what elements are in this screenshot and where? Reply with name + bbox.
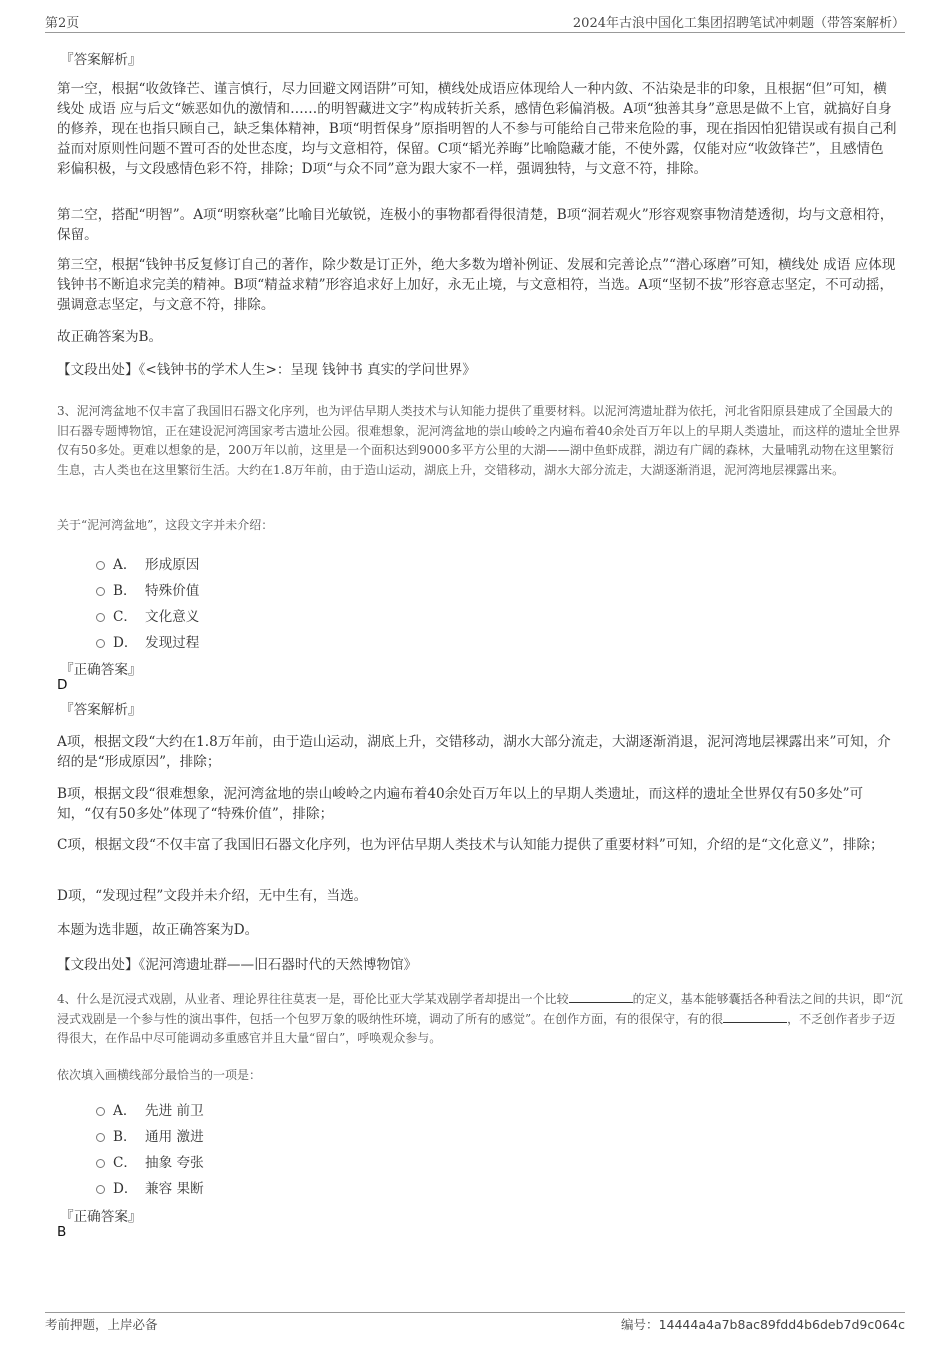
q2-source <box>57 360 897 380</box>
q2-analysis-para3 <box>57 255 897 315</box>
option-text: 抽象 夸张 <box>145 1155 204 1171</box>
q3-source-text: 【文段出处】《泥河湾遗址群——旧石器时代的天然博物馆》 <box>57 957 418 973</box>
q3-analysis-a <box>57 732 897 772</box>
page-header <box>45 12 905 33</box>
q2-analysis-para1 <box>57 79 897 179</box>
option-text: 形成原因 <box>145 557 200 573</box>
q3-analysis-label: 『答案解析』 <box>60 702 142 718</box>
q3-analysis-text: D项，“发现过程”文段并未介绍，无中生有，当选。 <box>57 888 368 904</box>
option-letter: D． <box>113 635 138 651</box>
q4-stem-text <box>57 990 903 1049</box>
option-letter: A． <box>113 1103 137 1119</box>
option-letter: B． <box>113 1129 137 1145</box>
footer-slogan: 考前押题，上岸必备 <box>45 1317 158 1332</box>
option-letter: B． <box>113 583 137 599</box>
q3-conclusion <box>57 920 897 940</box>
option-letter: A． <box>113 557 137 573</box>
q3-options <box>96 550 199 654</box>
q4-correct-answer: B <box>57 1224 67 1240</box>
q4-correct-label: 『正确答案』 <box>60 1209 142 1225</box>
q2-analysis-text: 第一空，根据“收敛锋芒、谨言慎行，尽力回避文网语阱”可知，横线处成语应体现给人一种内敛、不沾染是非的印象，且根据“但”可知，横线处 成语 应与后文“嫉恶如仇的激情和……的明智藏进文字”构成转折关系，感情色彩偏消极。A项“独善其身”意思是做不上官，就搞好自身的修养，现在也指只顾自己，缺乏集体精神，B项“明哲保身”原指明智的人不参与可能给自己带来危险的事，现在指因怕犯错误或有损自己利益而对原则性问题不置可否的处世态度，均与文意相符，保留。C项“韬光养晦”比喻隐藏才能，不使外露，仅能对应“收敛锋芒”，且感情色彩偏积极，与文段感情色彩不符，排除；D项“与众不同”意为跟大家不一样，强调独特，与文意不符，排除。 <box>57 81 897 177</box>
radio-button[interactable] <box>96 613 105 622</box>
page-number: 第2页 <box>45 16 80 31</box>
option-text: 特殊价值 <box>145 583 200 599</box>
q3-analysis-c <box>57 835 897 855</box>
option-text: 文化意义 <box>145 609 200 625</box>
q2-analysis-text: 第三空，根据“钱钟书反复修订自己的著作，除少数是订正外，绝大多数为增补例证、发展和完善论点”“潜心琢磨”可知，横线处 成语 应体现钱钟书不断追求完美的精神。B项“精益求精”形容追求好上加好，永无止境，与文意相符，当选。A项“坚韧不拔”形容意志坚定，不可动摇，强调意志坚定，与文意不符，排除。 <box>57 257 896 313</box>
radio-button[interactable] <box>96 1107 105 1116</box>
q4-stem-part1: 4、什么是沉浸式戏剧，从业者、理论界往往莫衷一是，哥伦比亚大学某戏剧学者却提出一个比较 <box>57 992 569 1006</box>
footer-code-label: 编号： <box>621 1317 659 1332</box>
q4-option-c[interactable] <box>96 1148 204 1174</box>
q4-option-a[interactable] <box>96 1096 204 1122</box>
q4-option-b[interactable] <box>96 1122 204 1148</box>
q4-stem-part2: 的定义，基本能够囊括各种看法之间的共识，即“沉浸式戏剧是一个参与性的演出事件，包括一个包罗万象的吸纳性环境，调动了所有的感觉”。在创作方面，有的很保守，有的很 <box>57 992 903 1026</box>
q4-stem <box>57 990 903 1049</box>
q3-option-c[interactable] <box>96 602 199 628</box>
document-title: 2024年古浪中国化工集团招聘笔试冲刺题（带答案解析） <box>572 16 905 31</box>
option-text: 先进 前卫 <box>145 1103 204 1119</box>
q4-stem-part3: ，不乏创作者步子迈得很大，在作品中尽可能调动多重感官并且大量“留白”，呼唤观众参与。 <box>57 1011 896 1045</box>
q2-source-text: 【文段出处】《<钱钟书的学术人生>：呈现 钱钟书 真实的学问世界》 <box>57 362 476 378</box>
q3-stem-text: 3、泥河湾盆地不仅丰富了我国旧石器文化序列，也为评估早期人类技术与认知能力提供了重要材料。以泥河湾遗址群为依托，河北省阳原县建成了全国最大的旧石器专题博物馆，正在建设泥河湾国家考古遗址公园。很难想象，泥河湾盆地的崇山峻岭之内遍布着40余处百万年以上的早期人类遗址，而这样的遗址全世界仅有50多处。更难以想象的是，200万年以前，这里是一个面积达到9000多平方公里的大湖——湖中鱼虾成群，湖边有广阔的森林，大量哺乳动物在这里繁衍生息，古人类也在这里繁衍生活。大约在1.8万年前，由于造山运动，湖底上升，交错移动，湖水大部分流走，大湖逐渐消退，泥河湾地层裸露出来。 <box>57 404 901 477</box>
footer-code <box>621 1315 905 1337</box>
q3-option-d[interactable] <box>96 628 199 654</box>
q3-correct-answer: D <box>57 677 68 693</box>
q3-option-a[interactable] <box>96 550 199 576</box>
option-text: 兼容 果断 <box>145 1181 204 1197</box>
fill-blank-2 <box>723 1010 787 1023</box>
radio-button[interactable] <box>96 639 105 648</box>
q4-prompt: 依次填入画横线部分最恰当的一项是： <box>57 1068 262 1082</box>
radio-button[interactable] <box>96 561 105 570</box>
q2-conclusion <box>57 327 897 347</box>
radio-button[interactable] <box>96 1133 105 1142</box>
option-text: 通用 激进 <box>145 1129 204 1145</box>
q3-prompt: 关于“泥河湾盆地”，这段文字并未介绍： <box>57 518 274 532</box>
q3-stem <box>57 402 903 480</box>
option-letter: C． <box>113 609 137 625</box>
q3-correct-label: 『正确答案』 <box>60 662 142 678</box>
option-letter: D． <box>113 1181 138 1197</box>
q3-analysis-text: B项，根据文段“很难想象，泥河湾盆地的崇山峻岭之内遍布着40余处百万年以上的早期人类遗址，而这样的遗址全世界仅有50多处”可知，“仅有50多处”体现了“特殊价值”，排除； <box>57 786 864 822</box>
q4-options <box>96 1096 204 1200</box>
q3-option-b[interactable] <box>96 576 199 602</box>
fill-blank-1 <box>569 990 633 1003</box>
q3-analysis-d <box>57 886 897 906</box>
q2-conclusion-text: 故正确答案为B。 <box>57 329 163 345</box>
q3-analysis-b <box>57 784 897 824</box>
page-footer <box>45 1312 905 1337</box>
radio-button[interactable] <box>96 1185 105 1194</box>
option-text: 发现过程 <box>145 635 200 651</box>
footer-code-value: 14444a4a7b8ac89fdd4b6deb7d9c064c <box>658 1317 905 1332</box>
option-letter: C． <box>113 1155 137 1171</box>
q3-analysis-text: C项，根据文段“不仅丰富了我国旧石器文化序列，也为评估早期人类技术与认知能力提供了重要材料”可知，介绍的是“文化意义”，排除； <box>57 837 884 853</box>
q3-source <box>57 955 897 975</box>
q2-analysis-label: 『答案解析』 <box>60 52 142 68</box>
q2-analysis-text: 第二空，搭配“明智”。A项“明察秋毫”比喻目光敏锐，连极小的事物都看得很清楚，B项“洞若观火”形容观察事物清楚透彻，均与文意相符，保留。 <box>57 207 894 243</box>
q3-analysis-text: A项，根据文段“大约在1.8万年前，由于造山运动，湖底上升，交错移动，湖水大部分流走，大湖逐渐消退，泥河湾地层裸露出来”可知，介绍的是“形成原因”，排除； <box>57 734 891 770</box>
radio-button[interactable] <box>96 1159 105 1168</box>
q4-option-d[interactable] <box>96 1174 204 1200</box>
q3-conclusion-text: 本题为选非题，故正确答案为D。 <box>57 922 259 938</box>
q2-analysis-para2 <box>57 205 897 245</box>
radio-button[interactable] <box>96 587 105 596</box>
